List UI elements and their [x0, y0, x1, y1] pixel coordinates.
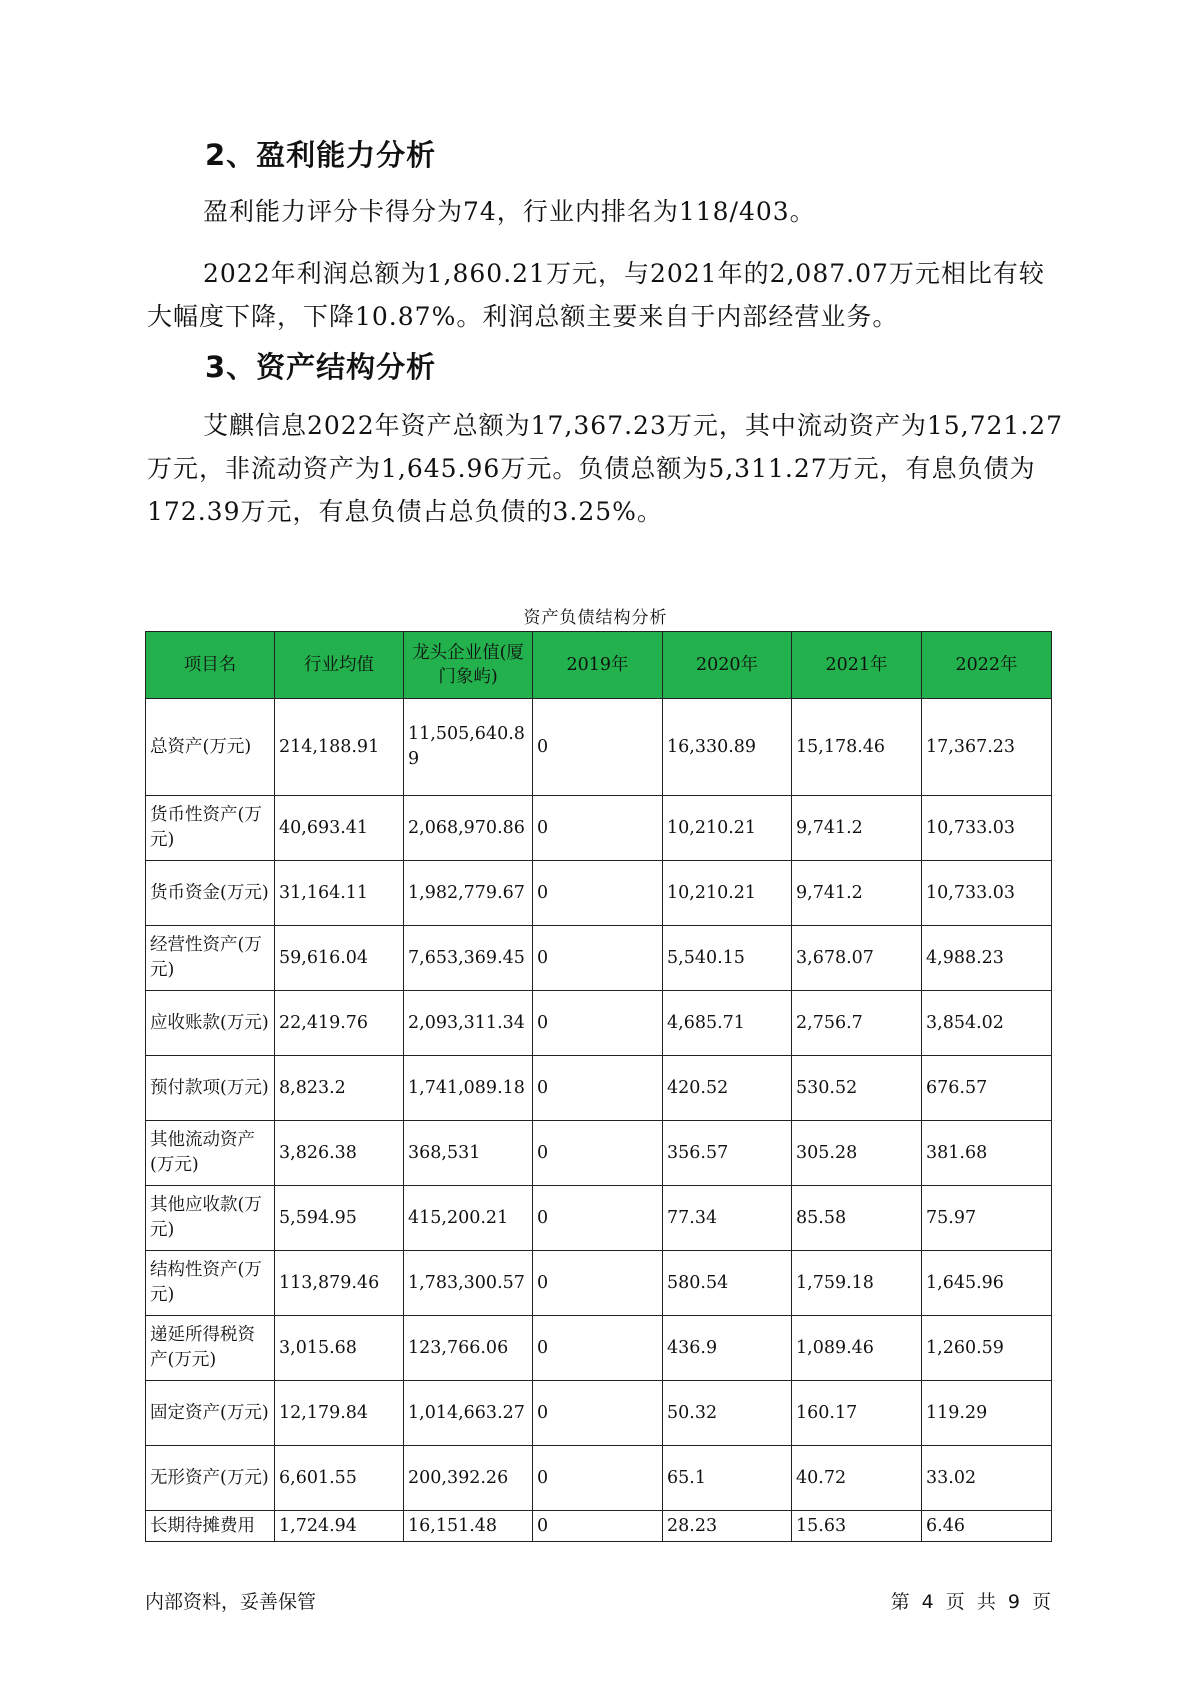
section-heading-profitability: 2、盈利能力分析	[205, 138, 437, 172]
table-cell: 160.17	[792, 1381, 922, 1446]
row-label: 无形资产(万元)	[146, 1446, 275, 1511]
table-cell: 1,982,779.67	[404, 861, 533, 926]
table-cell: 305.28	[792, 1121, 922, 1186]
asset-structure-paragraph: 艾麒信息2022年资产总额为17,367.23万元，其中流动资产为15,721.27万元，非流动资产为1,645.96万元。负债总额为5,311.27万元，有息负债为172.39万元，有息负债占总负债的3.25%。	[147, 411, 1064, 526]
table-cell: 11,505,640.89	[404, 699, 533, 796]
table-cell: 16,151.48	[404, 1511, 533, 1542]
row-label: 其他应收款(万元)	[146, 1186, 275, 1251]
column-header: 2019年	[533, 632, 663, 699]
table-cell: 530.52	[792, 1056, 922, 1121]
row-label: 固定资产(万元)	[146, 1381, 275, 1446]
table-cell: 3,826.38	[275, 1121, 404, 1186]
row-label: 结构性资产(万元)	[146, 1251, 275, 1316]
table-header-row	[146, 632, 1052, 699]
table-cell: 10,733.03	[922, 796, 1052, 861]
table-row	[146, 1121, 1052, 1186]
table-row	[146, 1186, 1052, 1251]
table-cell: 113,879.46	[275, 1251, 404, 1316]
table-cell: 6.46	[922, 1511, 1052, 1542]
table-row	[146, 1251, 1052, 1316]
row-label: 总资产(万元)	[146, 699, 275, 796]
table-cell: 3,015.68	[275, 1316, 404, 1381]
column-header: 龙头企业值(厦门象屿)	[404, 632, 533, 699]
row-label: 其他流动资产(万元)	[146, 1121, 275, 1186]
footer-page-number: 第 4 页 共 9 页	[890, 1591, 1051, 1613]
table-cell: 6,601.55	[275, 1446, 404, 1511]
table-cell: 77.34	[663, 1186, 792, 1251]
table-cell: 0	[533, 1251, 663, 1316]
table-cell: 0	[533, 1446, 663, 1511]
row-label: 经营性资产(万元)	[146, 926, 275, 991]
row-label: 货币性资产(万元)	[146, 796, 275, 861]
table-cell: 65.1	[663, 1446, 792, 1511]
table-cell: 40,693.41	[275, 796, 404, 861]
table-cell: 119.29	[922, 1381, 1052, 1446]
column-header: 2021年	[792, 632, 922, 699]
table-caption: 资产负债结构分析	[523, 608, 668, 628]
table-row	[146, 796, 1052, 861]
table-cell: 200,392.26	[404, 1446, 533, 1511]
table-cell: 1,741,089.18	[404, 1056, 533, 1121]
table-cell: 12,179.84	[275, 1381, 404, 1446]
row-label: 递延所得税资产(万元)	[146, 1316, 275, 1381]
table-cell: 1,759.18	[792, 1251, 922, 1316]
table-cell: 0	[533, 699, 663, 796]
column-header: 2020年	[663, 632, 792, 699]
table-cell: 9,741.2	[792, 861, 922, 926]
table-cell: 22,419.76	[275, 991, 404, 1056]
column-header: 2022年	[922, 632, 1052, 699]
row-label: 应收账款(万元)	[146, 991, 275, 1056]
table-cell: 4,988.23	[922, 926, 1052, 991]
table-cell: 420.52	[663, 1056, 792, 1121]
table-row	[146, 991, 1052, 1056]
table-cell: 10,210.21	[663, 861, 792, 926]
row-label: 预付款项(万元)	[146, 1056, 275, 1121]
table-cell: 2,068,970.86	[404, 796, 533, 861]
table-cell: 381.68	[922, 1121, 1052, 1186]
table-row	[146, 926, 1052, 991]
table-cell: 17,367.23	[922, 699, 1052, 796]
table-cell: 2,756.7	[792, 991, 922, 1056]
table-cell: 9,741.2	[792, 796, 922, 861]
row-label: 货币资金(万元)	[146, 861, 275, 926]
table-cell: 2,093,311.34	[404, 991, 533, 1056]
table-cell: 0	[533, 991, 663, 1056]
profitability-score-paragraph: 盈利能力评分卡得分为74，行业内排名为118/403。	[203, 197, 816, 226]
table-cell: 436.9	[663, 1316, 792, 1381]
table-cell: 368,531	[404, 1121, 533, 1186]
table-cell: 356.57	[663, 1121, 792, 1186]
table-cell: 0	[533, 1186, 663, 1251]
table-cell: 1,645.96	[922, 1251, 1052, 1316]
table-cell: 5,540.15	[663, 926, 792, 991]
table-cell: 0	[533, 1316, 663, 1381]
table-cell: 10,210.21	[663, 796, 792, 861]
table-cell: 214,188.91	[275, 699, 404, 796]
table-cell: 1,089.46	[792, 1316, 922, 1381]
table-cell: 8,823.2	[275, 1056, 404, 1121]
table-cell: 31,164.11	[275, 861, 404, 926]
table-cell: 123,766.06	[404, 1316, 533, 1381]
profit-total-paragraph: 2022年利润总额为1,860.21万元，与2021年的2,087.07万元相比有较大幅度下降，下降10.87%。利润总额主要来自于内部经营业务。	[147, 259, 1045, 331]
table-cell: 0	[533, 861, 663, 926]
table-cell: 1,014,663.27	[404, 1381, 533, 1446]
table-cell: 85.58	[792, 1186, 922, 1251]
table-cell: 4,685.71	[663, 991, 792, 1056]
balance-sheet-table	[145, 631, 1052, 1542]
footer-confidential-note: 内部资料，妥善保管	[145, 1591, 317, 1613]
table-row	[146, 1446, 1052, 1511]
table-cell: 7,653,369.45	[404, 926, 533, 991]
table-row	[146, 1056, 1052, 1121]
column-header: 项目名	[146, 632, 275, 699]
table-cell: 0	[533, 1381, 663, 1446]
table-cell: 75.97	[922, 1186, 1052, 1251]
table-cell: 40.72	[792, 1446, 922, 1511]
table-cell: 0	[533, 1056, 663, 1121]
table-cell: 0	[533, 1121, 663, 1186]
table-row	[146, 699, 1052, 796]
table-cell: 415,200.21	[404, 1186, 533, 1251]
table-cell: 33.02	[922, 1446, 1052, 1511]
table-cell: 50.32	[663, 1381, 792, 1446]
table-cell: 1,724.94	[275, 1511, 404, 1542]
table-cell: 28.23	[663, 1511, 792, 1542]
table-cell: 10,733.03	[922, 861, 1052, 926]
table-cell: 580.54	[663, 1251, 792, 1316]
table-cell: 15.63	[792, 1511, 922, 1542]
table-cell: 3,678.07	[792, 926, 922, 991]
table-cell: 59,616.04	[275, 926, 404, 991]
row-label: 长期待摊费用	[146, 1511, 275, 1542]
table-row	[146, 1381, 1052, 1446]
table-cell: 3,854.02	[922, 991, 1052, 1056]
column-header: 行业均值	[275, 632, 404, 699]
table-cell: 1,260.59	[922, 1316, 1052, 1381]
table-cell: 0	[533, 796, 663, 861]
table-cell: 0	[533, 1511, 663, 1542]
table-row	[146, 1511, 1052, 1542]
table-cell: 16,330.89	[663, 699, 792, 796]
table-cell: 15,178.46	[792, 699, 922, 796]
table-cell: 0	[533, 926, 663, 991]
section-heading-asset-structure: 3、资产结构分析	[205, 350, 437, 384]
table-cell: 5,594.95	[275, 1186, 404, 1251]
table-cell: 676.57	[922, 1056, 1052, 1121]
table-row	[146, 861, 1052, 926]
table-row	[146, 1316, 1052, 1381]
table-cell: 1,783,300.57	[404, 1251, 533, 1316]
